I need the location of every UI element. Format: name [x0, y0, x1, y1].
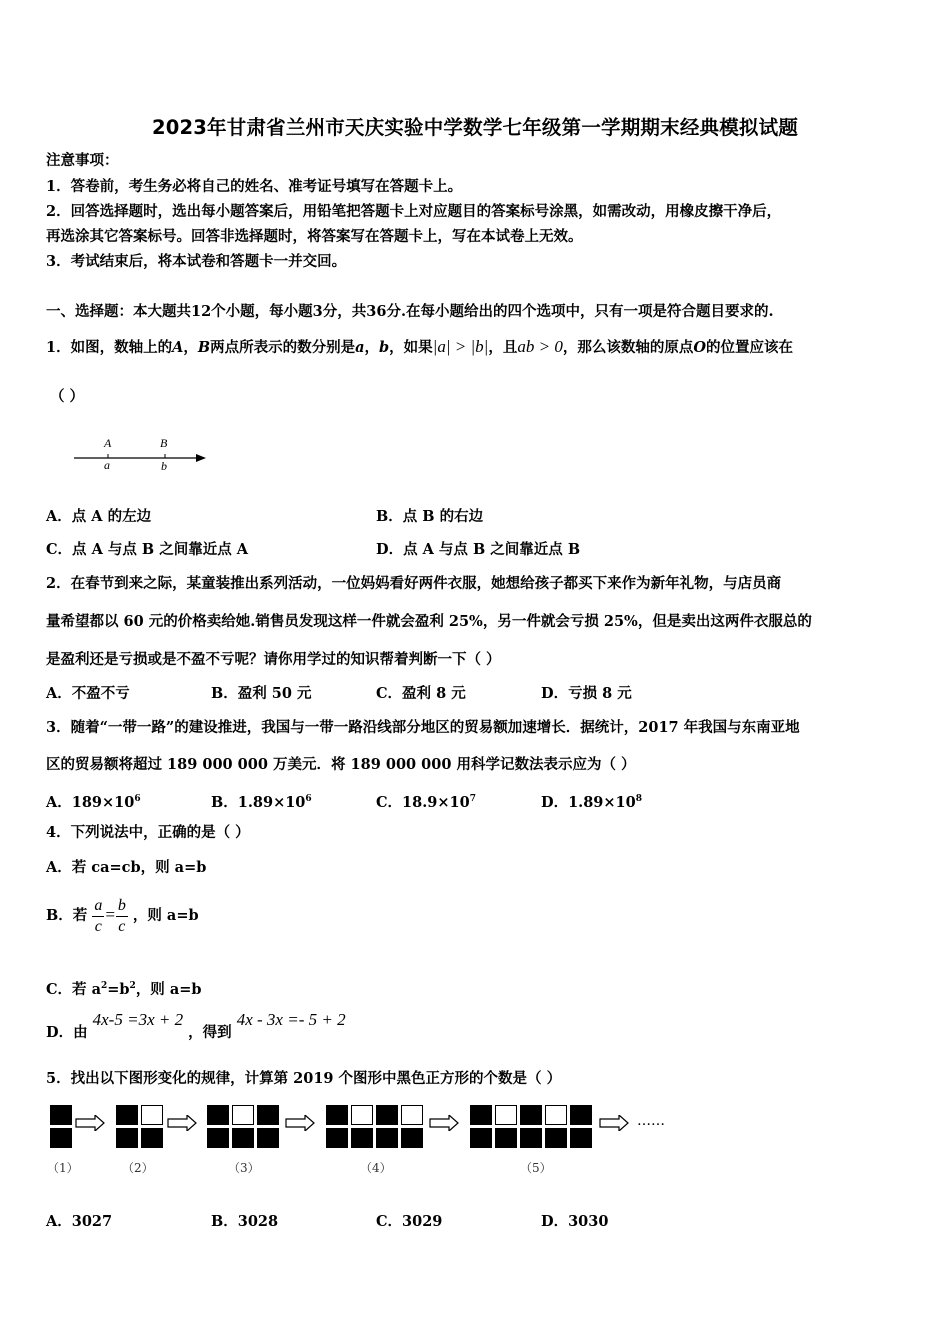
- arrow-icon: [75, 1115, 105, 1131]
- option: B．3028: [211, 1213, 279, 1230]
- math-abs-inequality: |a| > |b|: [432, 337, 489, 356]
- black-square: [50, 1128, 72, 1148]
- option: A．不盈不亏: [46, 685, 130, 702]
- pattern-figure: [0, 1100, 950, 1190]
- option: A．点 A 的左边: [46, 508, 152, 525]
- black-square: [470, 1105, 492, 1125]
- option: B．若 $\frac{a}{c}$ = $\frac{b}{c}$ ，则 a=b: [46, 896, 199, 935]
- black-square: [470, 1128, 492, 1148]
- section-heading: 一、选择题：本大题共12个小题，每小题3分，共36分.在每小题给出的四个选项中，只有一项是符合题目要求的.: [46, 303, 774, 320]
- option: C．3029: [376, 1213, 443, 1230]
- white-square: [351, 1105, 373, 1125]
- question-4-stem: 4．下列说法中，正确的是（ ）: [46, 824, 250, 841]
- figure-label: （5）: [520, 1161, 552, 1175]
- option: B．点 B 的右边: [376, 508, 484, 525]
- arrow-icon: [599, 1115, 629, 1131]
- option: A．$189\times 10^6$: [46, 793, 141, 811]
- black-square: [401, 1128, 423, 1148]
- value-a-label: a: [104, 458, 110, 472]
- black-square: [257, 1128, 279, 1148]
- option: D．3030: [541, 1213, 609, 1230]
- black-square: [351, 1128, 373, 1148]
- black-square: [570, 1128, 592, 1148]
- question-1-paren: （ ）: [50, 388, 85, 405]
- white-square: [141, 1105, 163, 1125]
- black-square: [141, 1128, 163, 1148]
- white-square: [401, 1105, 423, 1125]
- ellipsis: ……: [637, 1113, 665, 1129]
- point-A-label: A: [104, 436, 112, 450]
- option: D．由 4x-5 =3x + 2 ，得到 4x - 3x =- 5 + 2: [46, 1010, 346, 1041]
- question-5-stem: 5．找出以下图形变化的规律，计算第 2019 个图形中黑色正方形的个数是（ ）: [46, 1070, 562, 1087]
- notice-item: 1．答卷前，考生务必将自己的姓名、准考证号填写在答题卡上。: [46, 178, 463, 195]
- page-title: 2023年甘肃省兰州市天庆实验中学数学七年级第一学期期末经典模拟试题: [151, 116, 799, 139]
- option: C．点 A 与点 B 之间靠近点 A: [46, 541, 249, 558]
- notice-item: 2．回答选择题时，选出每小题答案后，用铅笔把答题卡上对应题目的答案标号涂黑，如需改动，用橡皮擦干净后，: [46, 203, 782, 220]
- figure-label: （4）: [360, 1161, 392, 1175]
- option: D．点 A 与点 B 之间靠近点 B: [376, 541, 581, 558]
- black-square: [116, 1105, 138, 1125]
- black-square: [376, 1105, 398, 1125]
- value-b-label: b: [161, 459, 167, 473]
- white-square: [495, 1105, 517, 1125]
- question-1-stem: 1．如图，数轴上的A，B两点所表示的数分别是a，b，如果|a| > |b|，且ab > 0，那么该数轴的原点O的位置应该在: [46, 337, 793, 356]
- question-3-line: 3．随着“一带一路”的建设推进，我国与一带一路沿线部分地区的贸易额加速增长．据统计，2017 年我国与东南亚地: [46, 719, 800, 736]
- arrow-icon: [167, 1115, 197, 1131]
- black-square: [207, 1128, 229, 1148]
- equation-transformed: 4x - 3x =- 5 + 2: [236, 1010, 346, 1029]
- question-3-line: 区的贸易额将超过 189 000 000 万美元．将 189 000 000 用科学记数法表示应为（ ）: [46, 756, 636, 773]
- question-2-line: 是盈利还是亏损或是不盈不亏呢？请你用学过的知识帮着判断一下（ ）: [46, 651, 501, 668]
- figure-label: （3）: [228, 1161, 260, 1175]
- option: B．盈利 50 元: [211, 685, 312, 702]
- option: A．若 ca=cb，则 a=b: [46, 859, 207, 876]
- point-B-label: B: [160, 436, 168, 450]
- black-square: [495, 1128, 517, 1148]
- black-square: [116, 1128, 138, 1148]
- black-square: [232, 1128, 254, 1148]
- option: D．$1.89\times 10^8$: [541, 793, 642, 811]
- black-square: [326, 1105, 348, 1125]
- arrow-icon: [285, 1115, 315, 1131]
- notice-heading: 注意事项：: [46, 152, 119, 169]
- option: A．3027: [46, 1213, 113, 1230]
- black-square: [520, 1105, 542, 1125]
- equation-original: 4x-5 =3x + 2: [92, 1010, 184, 1029]
- arrow-icon: [429, 1115, 459, 1131]
- number-line-figure: [70, 434, 210, 474]
- fraction-a-over-c: $\frac{a}{c}$: [94, 896, 103, 935]
- white-square: [545, 1105, 567, 1125]
- option: C．$18.9\times 10^7$: [376, 793, 476, 811]
- option: C．若 $a^2=b^2$，则 a=b: [46, 980, 202, 998]
- option: B．$1.89\times 10^6$: [211, 793, 312, 811]
- black-square: [207, 1105, 229, 1125]
- black-square: [257, 1105, 279, 1125]
- number-line-arrow: [196, 454, 206, 462]
- white-square: [232, 1105, 254, 1125]
- option: D．亏损 8 元: [541, 685, 632, 702]
- black-square: [570, 1105, 592, 1125]
- black-square: [50, 1105, 72, 1125]
- math-product-inequality: ab > 0: [517, 337, 563, 356]
- figure-label: （1）: [47, 1161, 79, 1175]
- black-square: [520, 1128, 542, 1148]
- figure-label: （2）: [122, 1161, 154, 1175]
- question-2-line: 量希望都以 60 元的价格卖给她.销售员发现这样一件就会盈利 25%，另一件就会亏损 25%，但是卖出这两件衣服总的: [46, 613, 812, 630]
- black-square: [326, 1128, 348, 1148]
- notice-item: 再选涂其它答案标号。回答非选择题时，将答案写在答题卡上，写在本试卷上无效。: [46, 228, 583, 245]
- option: C．盈利 8 元: [376, 685, 466, 702]
- notice-item: 3．考试结束后，将本试卷和答题卡一并交回。: [46, 253, 347, 270]
- fraction-b-over-c: $\frac{b}{c}$: [117, 896, 126, 935]
- black-square: [376, 1128, 398, 1148]
- question-2-line: 2．在春节到来之际，某童装推出系列活动，一位妈妈看好两件衣服，她想给孩子都买下来作为新年礼物，与店员商: [46, 575, 782, 592]
- black-square: [545, 1128, 567, 1148]
